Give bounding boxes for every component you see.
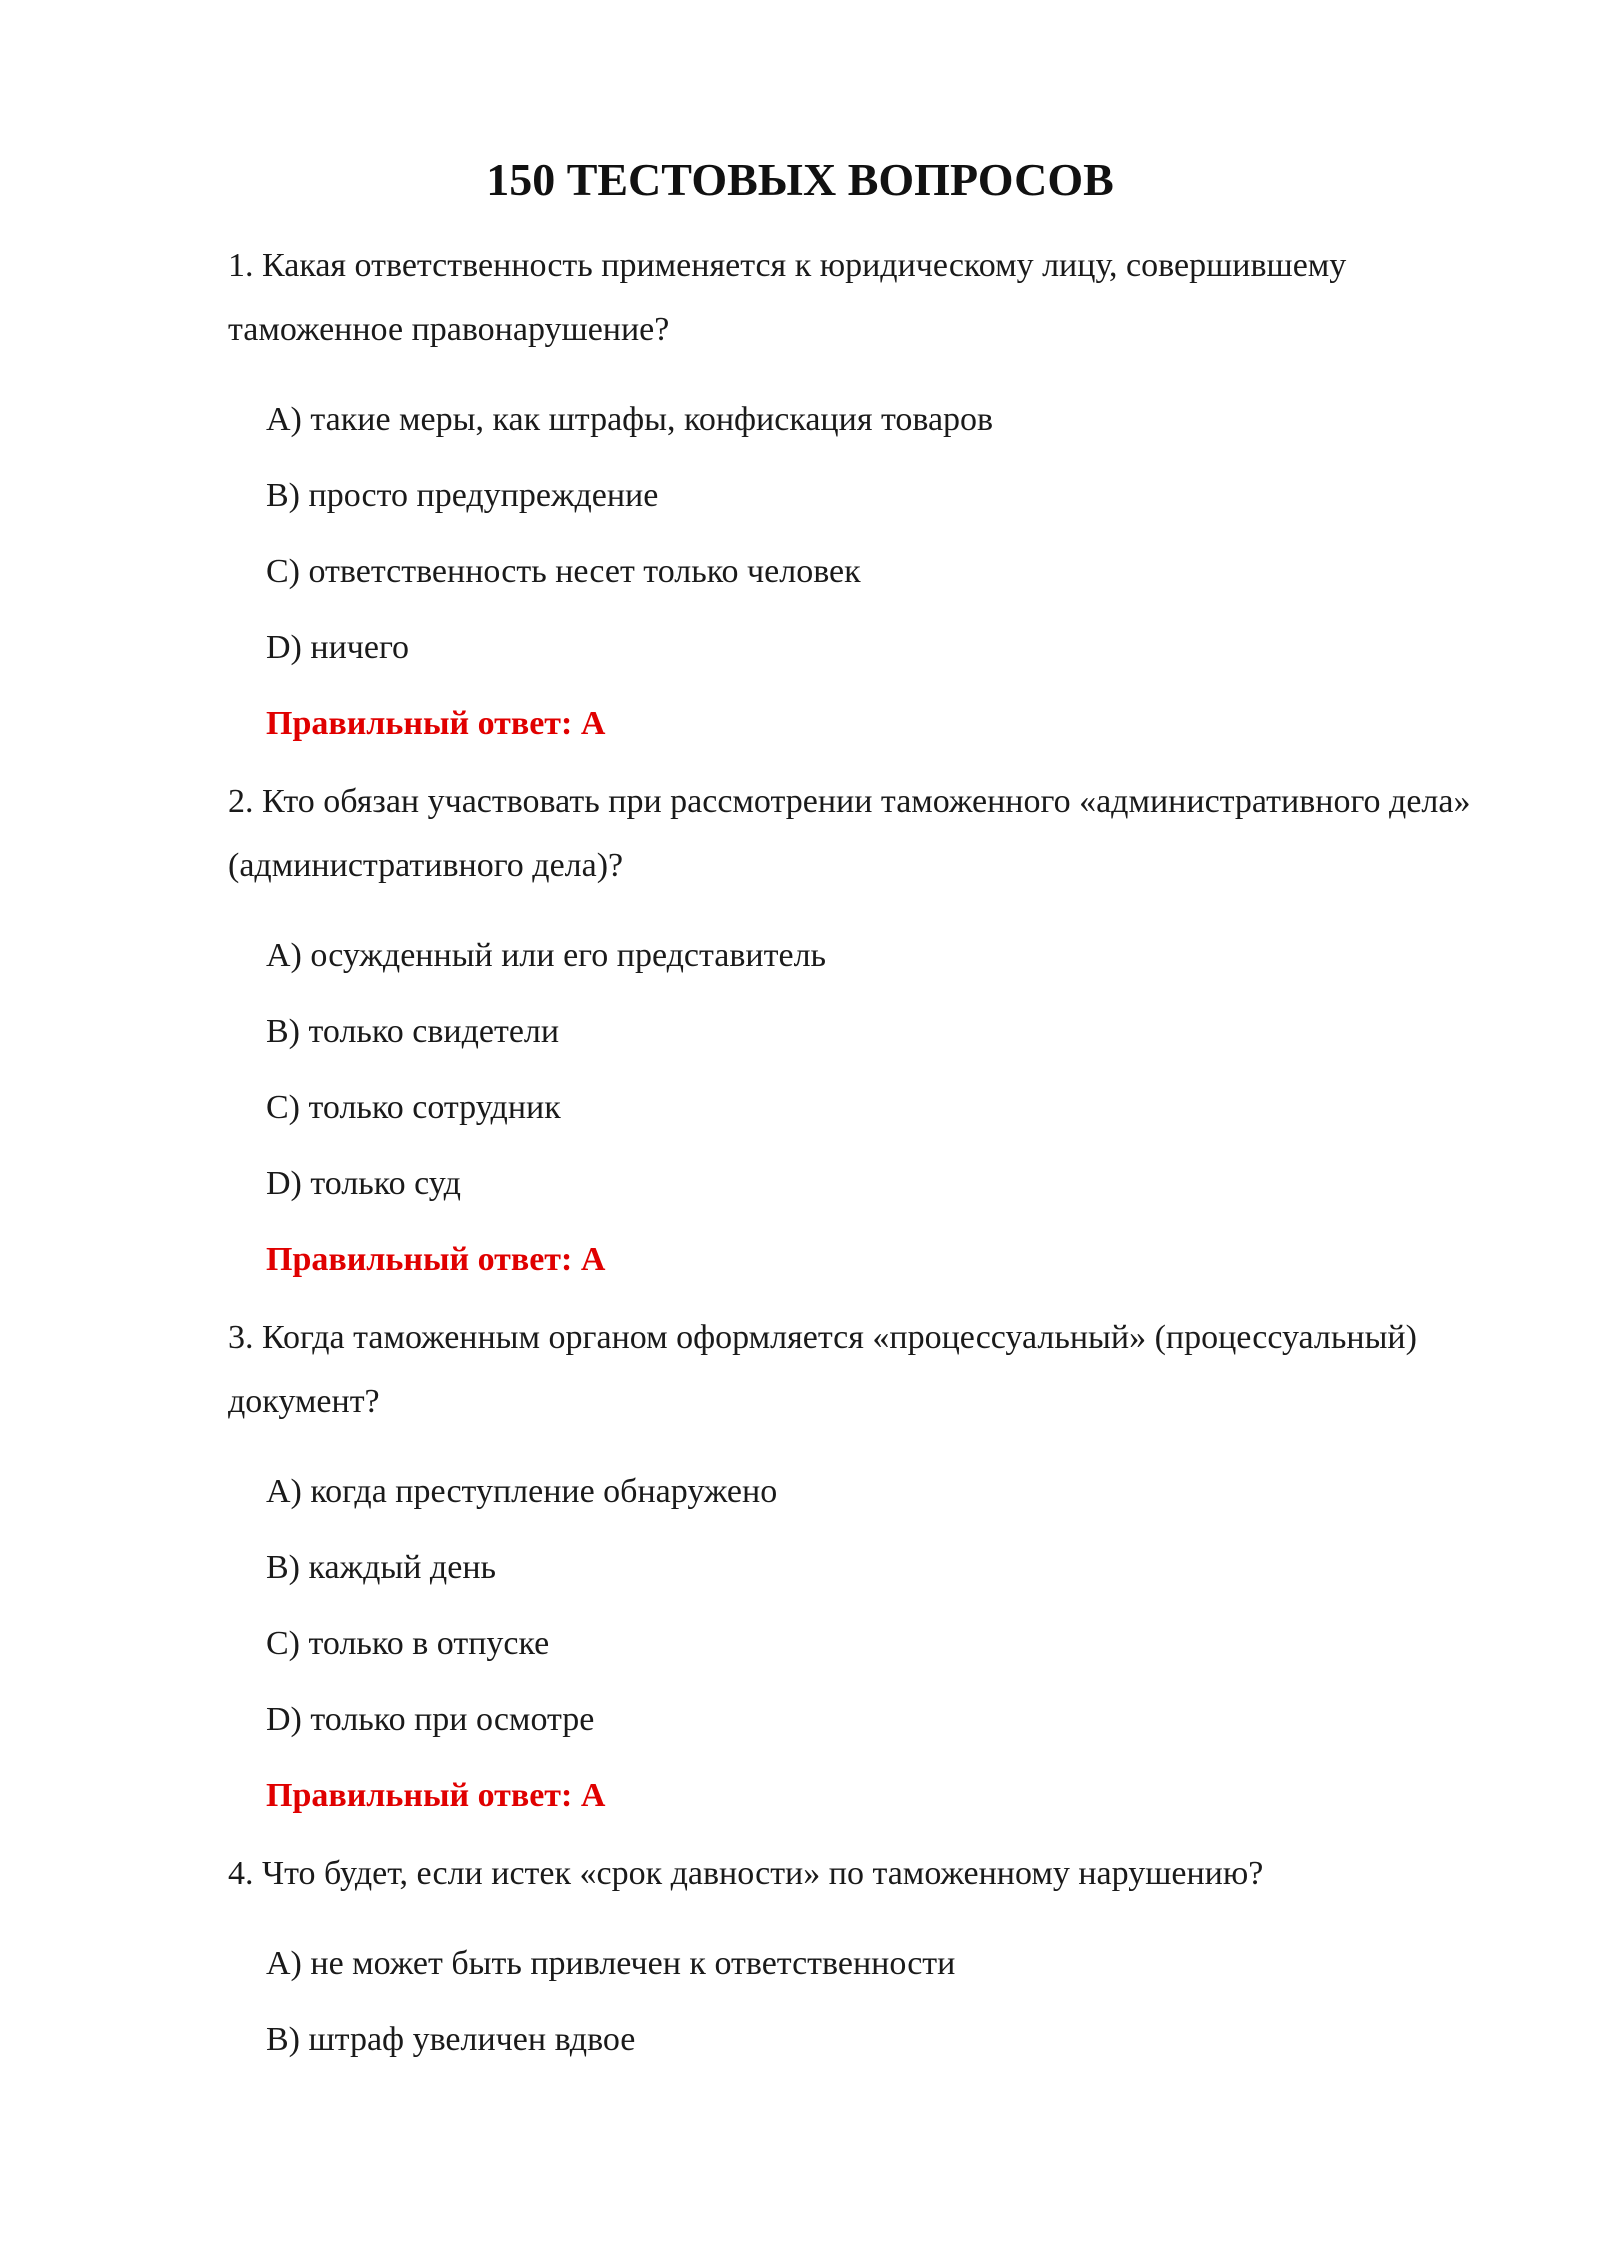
question-3-text: 3. Когда таможенным органом оформляется «процессуальный» (процессуальный) документ? [228, 1319, 1417, 1420]
question-3-option-a: A) когда преступление обнаружено [266, 1473, 778, 1510]
question-2-correct-answer: Правильный ответ: A [266, 1241, 606, 1278]
question-4-option-a: A) не может быть привлечен к ответственности [266, 1945, 956, 1982]
question-2-text: 2. Кто обязан участвовать при рассмотрении таможенного «административного дела» (административного дела)? [228, 783, 1471, 884]
question-1-option-a: A) такие меры, как штрафы, конфискация товаров [266, 401, 994, 438]
question-2-option-c: C) только сотрудник [266, 1089, 561, 1126]
question-1-option-b: B) просто предупреждение [266, 477, 659, 514]
question-4-option-b: B) штраф увеличен вдвое [266, 2021, 636, 2058]
question-3-option-d: D) только при осмотре [266, 1701, 595, 1738]
question-1-correct-answer: Правильный ответ: A [266, 705, 606, 742]
question-4-text: 4. Что будет, если истек «срок давности» по таможенному нарушению? [228, 1855, 1264, 1892]
question-3-correct-answer: Правильный ответ: A [266, 1777, 606, 1814]
question-1-text: 1. Какая ответственность применяется к юридическому лицу, совершившему таможенное правонарушение? [228, 247, 1347, 348]
question-1-option-c: C) ответственность несет только человек [266, 553, 861, 590]
question-2-option-b: B) только свидетели [266, 1013, 560, 1050]
question-3-option-c: C) только в отпуске [266, 1625, 550, 1662]
question-3-option-b: B) каждый день [266, 1549, 497, 1586]
page-title: 150 ТЕСТОВЫХ ВОПРОСОВ [486, 154, 1114, 205]
question-2-option-d: D) только суд [266, 1165, 461, 1202]
question-1-option-d: D) ничего [266, 629, 410, 666]
question-2-option-a: A) осужденный или его представитель [266, 937, 827, 974]
